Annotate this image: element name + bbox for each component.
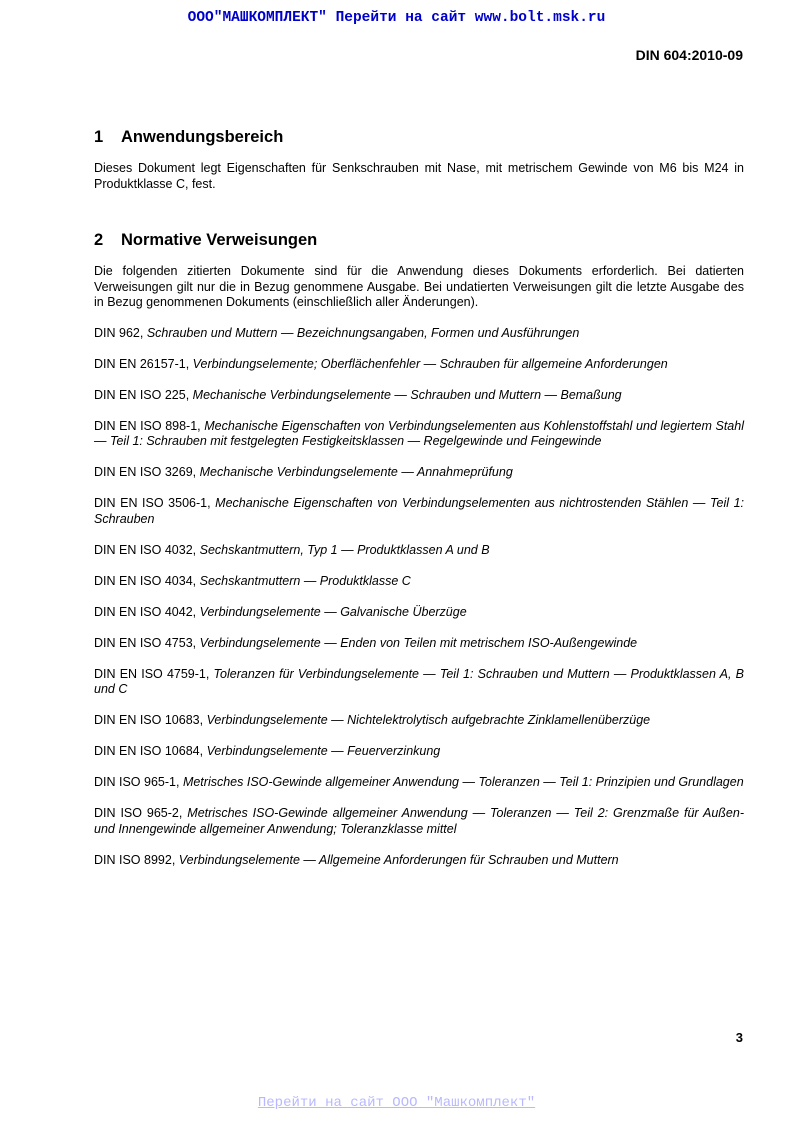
reference-title: Verbindungselemente — Feuerverzinkung [206,744,441,758]
reference-code: DIN EN ISO 10684, [94,744,204,758]
reference-code: DIN EN ISO 3506-1, [94,496,211,510]
reference-item [94,574,744,590]
reference-code: DIN EN ISO 10683, [94,713,204,727]
reference-title: Sechskantmuttern — Produktklasse C [199,573,411,588]
reference-item [94,713,744,729]
section-1-text: Dieses Dokument legt Eigenschaften für Senkschrauben mit Nase, mit metrischem Gewinde von M6 bis M24 in Produktklasse C, fest. [94,161,744,191]
reference-code: DIN EN ISO 4032, [94,542,197,557]
reference-item [94,357,744,373]
reference-code: DIN EN ISO 225, [94,387,190,402]
page-number: 3 [735,1030,743,1045]
reference-item [94,667,744,698]
reference-code: DIN EN ISO 4753, [94,635,197,650]
reference-item [94,388,744,404]
section-2-number: 2 [94,231,104,249]
reference-title: Metrisches ISO-Gewinde allgemeiner Anwendung — Toleranzen — Teil 2: Grenzmaße für Außen- und Innengewinde allgemeiner Anwendung; Toleranzklasse mittel [94,806,745,836]
reference-title: Verbindungselemente — Nichtelektrolytisch aufgebrachte Zinklamellenüberzüge [206,713,651,727]
reference-item [94,744,744,760]
reference-title: Schrauben und Muttern — Bezeichnungsangaben, Formen und Ausführungen [146,325,580,340]
reference-title: Mechanische Verbindungselemente — Annahmeprüfung [199,465,513,479]
reference-item [94,636,744,652]
reference-title: Verbindungselemente — Allgemeine Anforderungen für Schrauben und Muttern [178,852,619,867]
reference-item [94,605,744,621]
reference-code: DIN 962, [94,325,144,340]
top-banner-link[interactable]: ООО"МАШКОМПЛЕКТ" Перейти на сайт www.bolt.msk.ru [187,10,606,26]
reference-item [94,853,744,869]
section-1-heading [94,127,744,147]
reference-code: DIN ISO 965-1, [94,775,180,789]
reference-code: DIN EN ISO 3269, [94,465,197,479]
reference-title: Verbindungselemente — Galvanische Überzüge [199,604,467,619]
page-content [94,127,744,884]
reference-item [94,465,744,481]
section-2-title: Normative Verweisungen [121,231,318,249]
reference-title: Verbindungselemente — Enden von Teilen mit metrischem ISO-Außengewinde [199,635,638,650]
reference-code: DIN ISO 8992, [94,852,176,867]
reference-item [94,775,744,791]
bottom-site-link[interactable]: Перейти на сайт ООО "Машкомплект" [257,1095,536,1111]
reference-code: DIN EN 26157-1, [94,356,190,371]
reference-list [94,326,744,869]
reference-title: Mechanische Eigenschaften von Verbindungselementen aus Kohlenstoffstahl und legiertem Stahl — Teil 1: Schrauben mit festgelegten Festigkeitsklassen — Regelgewinde und Feingewinde [94,418,744,448]
section-2-text: Die folgenden zitierten Dokumente sind für die Anwendung dieses Dokuments erforderlich. Bei datierten Verweisungen gilt nur die in Bezug genommene Ausgabe. Bei undatierten Verweisungen gilt die letzte Ausgabe des in Bezug genommenen Dokuments (einschließlich aller Änderungen). [94,264,744,309]
reference-item [94,326,744,342]
reference-code: DIN EN ISO 4034, [94,573,197,588]
reference-item [94,806,744,837]
reference-title: Verbindungselemente; Oberflächenfehler — Schrauben für allgemeine Anforderungen [192,356,668,371]
reference-code: DIN EN ISO 4759-1, [94,666,210,681]
reference-title: Mechanische Eigenschaften von Verbindungselementen aus nichtrostenden Stählen — Teil 1: Schrauben [94,496,744,526]
reference-code: DIN ISO 965-2, [94,806,183,820]
reference-item [94,496,744,527]
reference-title: Metrisches ISO-Gewinde allgemeiner Anwendung — Toleranzen — Teil 1: Prinzipien und Grundlagen [182,775,744,789]
reference-item [94,419,744,450]
section-1-number: 1 [94,128,104,146]
reference-title: Mechanische Verbindungselemente — Schrauben und Muttern — Bemaßung [192,387,622,402]
section-2-heading [94,230,744,250]
reference-title: Sechskantmuttern, Typ 1 — Produktklassen A und B [199,542,490,557]
reference-title: Toleranzen für Verbindungselemente — Teil 1: Schrauben und Muttern — Produktklassen A, B und C [94,666,744,696]
reference-item [94,543,744,559]
reference-code: DIN EN ISO 898-1, [94,418,201,433]
reference-code: DIN EN ISO 4042, [94,604,197,619]
section-1-title: Anwendungsbereich [121,128,284,146]
document-id: DIN 604:2010-09 [635,47,743,63]
